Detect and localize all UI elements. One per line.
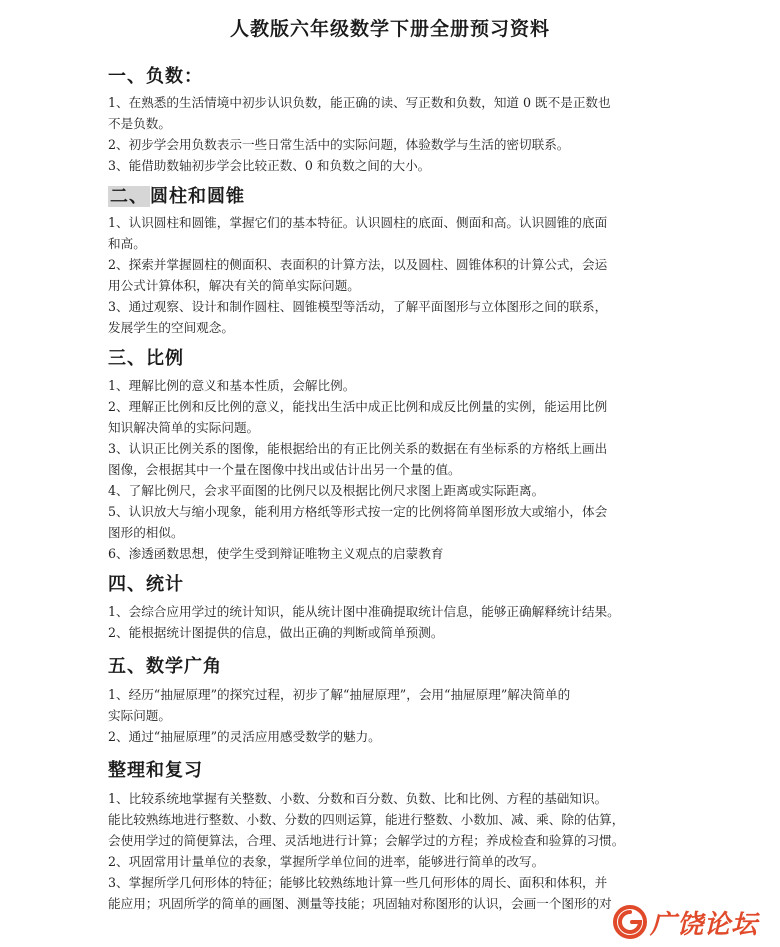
text-line: 2、能根据统计图提供的信息，做出正确的判断或简单预测。 xyxy=(108,625,444,640)
forum-logo-icon xyxy=(612,904,648,940)
text-line: 1、在熟悉的生活情境中初步认识负数，能正确的读、写正数和负数，知道 0 既不是正数也 xyxy=(108,95,611,110)
text-line: 3、认识正比例关系的图像，能根据给出的有正比例关系的数据在有坐标系的方格纸上画出 xyxy=(108,441,608,456)
section-body-proportion xyxy=(108,375,668,564)
text-line: 1、会综合应用学过的统计知识，能从统计图中准确提取统计信息，能够正确解释统计结果。 xyxy=(108,604,620,619)
text-line: 1、认识圆柱和圆锥，掌握它们的基本特征。认识圆柱的底面、侧面和高。认识圆锥的底面 xyxy=(108,215,608,230)
text-line: 1、理解比例的意义和基本性质，会解比例。 xyxy=(108,378,356,393)
text-line: 2、通过“抽屉原理”的灵活应用感受数学的魅力。 xyxy=(108,729,381,744)
text-line: 2、巩固常用计量单位的表象，掌握所学单位间的进率，能够进行简单的改写。 xyxy=(108,854,545,869)
text-line: 2、理解正比例和反比例的意义，能找出生活中成正比例和成反比例量的实例，能运用比例 xyxy=(108,399,608,414)
section-body-math-wide-angle xyxy=(108,684,668,747)
section-heading-negative-numbers: 一、负数： xyxy=(108,66,203,87)
forum-watermark-text: 广饶论坛 xyxy=(650,910,759,940)
forum-watermark xyxy=(612,902,772,942)
text-line: 6、渗透函数思想，使学生受到辩证唯物主义观点的启蒙教育 xyxy=(108,546,444,561)
text-line: 2、初步学会用负数表示一些日常生活中的实际问题，体验数学与生活的密切联系。 xyxy=(108,137,570,152)
section-heading-math-wide-angle: 五、数学广角 xyxy=(108,656,222,677)
section-heading-review: 整理和复习 xyxy=(108,760,203,781)
text-line: 图像，会根据其中一个量在图像中找出或估计出另一个量的值。 xyxy=(108,462,461,477)
section-body-negative-numbers xyxy=(108,92,668,176)
text-line: 3、能借助数轴初步学会比较正数、0 和负数之间的大小。 xyxy=(108,158,431,173)
text-line: 不是负数。 xyxy=(108,116,171,131)
text-line: 图形的相似。 xyxy=(108,525,184,540)
text-line: 发展学生的空间观念。 xyxy=(108,320,234,335)
section-heading-text: 圆柱和圆锥 xyxy=(150,186,245,207)
text-line: 3、通过观察、设计和制作圆柱、圆锥模型等活动，了解平面图形与立体图形之间的联系， xyxy=(108,299,608,314)
section-body-statistics xyxy=(108,601,668,643)
section-body-cylinder-cone xyxy=(108,212,668,338)
text-line: 能比较熟练地进行整数、小数、分数的四则运算，能进行整数、小数加、减、乘、除的估算， xyxy=(108,812,625,827)
text-line: 和高。 xyxy=(108,236,146,251)
text-line: 实际问题。 xyxy=(108,708,171,723)
section-heading-proportion: 三、比例 xyxy=(108,348,184,369)
text-line: 4、了解比例尺，会求平面图的比例尺以及根据比例尺求图上距离或实际距离。 xyxy=(108,483,545,498)
text-line: 3、掌握所学几何形体的特征；能够比较熟练地计算一些几何形体的周长、面积和体积，并 xyxy=(108,875,608,890)
section-number-highlight: 二、 xyxy=(110,186,148,207)
text-line: 1、经历“抽屉原理”的探究过程，初步了解“抽屉原理”，会用“抽屉原理”解决简单的 xyxy=(108,687,571,702)
document-title: 人教版六年级数学下册全册预习资料 xyxy=(229,18,550,40)
text-line: 5、认识放大与缩小现象，能利用方格纸等形式按一定的比例将简单图形放大或缩小，体会 xyxy=(108,504,608,519)
text-line: 2、探索并掌握圆柱的侧面积、表面积的计算方法，以及圆柱、圆锥体积的计算公式，会运 xyxy=(108,257,608,272)
text-line: 知识解决简单的实际问题。 xyxy=(108,420,260,435)
text-line: 会使用学过的简便算法，合理、灵活地进行计算；会解学过的方程；养成检查和验算的习惯。 xyxy=(108,833,625,848)
section-heading-cylinder-cone xyxy=(108,182,245,208)
text-line: 能应用；巩固所学的简单的画图、测量等技能；巩固轴对称图形的认识，会画一个图形的对 xyxy=(108,896,612,911)
text-line: 用公式计算体积，解决有关的简单实际问题。 xyxy=(108,278,360,293)
section-heading-statistics: 四、统计 xyxy=(108,574,184,595)
section-body-review xyxy=(108,788,668,914)
text-line: 1、比较系统地掌握有关整数、小数、分数和百分数、负数、比和比例、方程的基础知识。 xyxy=(108,791,608,806)
